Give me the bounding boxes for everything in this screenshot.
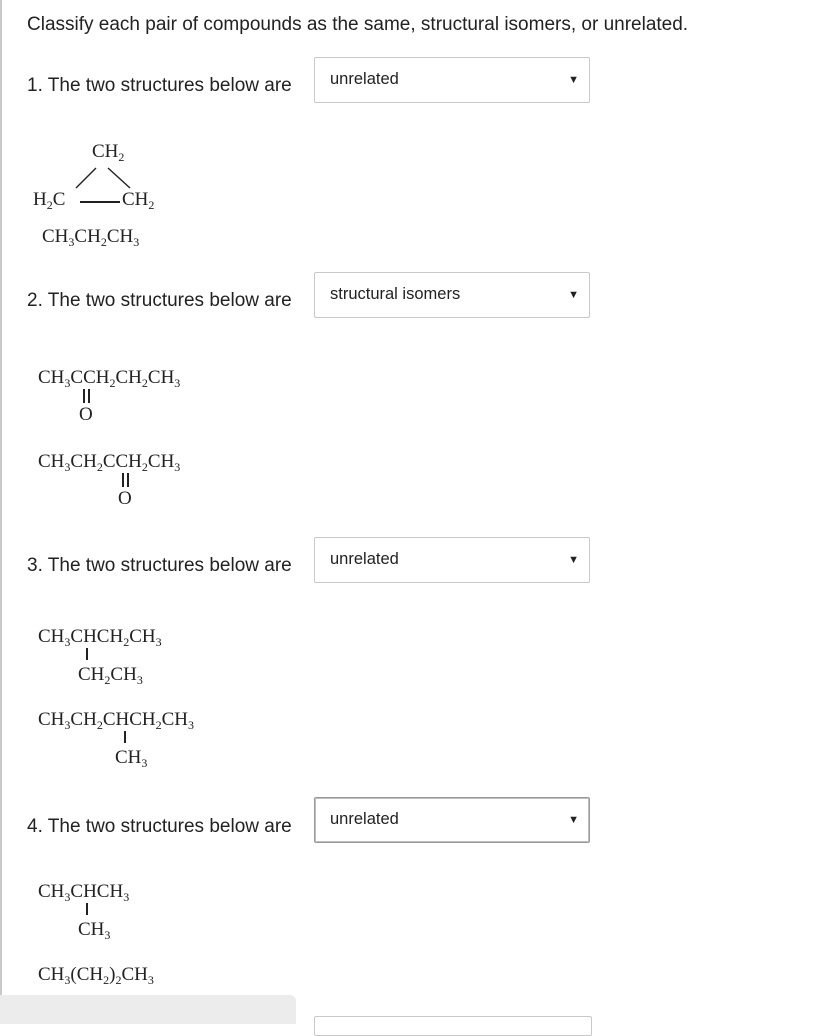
q1-ring-left-h2c: $H_2C$ <box>33 189 66 212</box>
q4-structure-1-branch: $CH_3$ <box>78 919 111 942</box>
q2-ketone-1-chain: $CH_3CCH_2CH_2CH_3$ <box>38 367 181 390</box>
q2-ketone-1-double-bond-b <box>88 389 90 403</box>
question-3-label: 3. The two structures below are <box>27 555 292 576</box>
q3-structure-1-branch: $CH_2CH_3$ <box>78 664 143 687</box>
q4-structure-1-chain: $CH_3CHCH_3$ <box>38 881 130 904</box>
q1-ring-bottom-bond <box>80 201 120 203</box>
question-2-selected-value: structural isomers <box>330 285 461 303</box>
next-question-dropdown[interactable] <box>314 1016 592 1036</box>
left-border <box>0 0 2 995</box>
q1-ring-top-ch2: $CH_2$ <box>92 141 125 164</box>
q2-ketone-2-oxygen: O <box>118 488 132 509</box>
dropdown-triangle-icon: ▼ <box>568 74 579 86</box>
dropdown-triangle-icon: ▼ <box>568 554 579 566</box>
q3-structure-2-branch: $CH_3$ <box>115 747 148 770</box>
question-1-selected-value: unrelated <box>330 70 399 88</box>
q2-ketone-2-chain: $CH_3CH_2CCH_2CH_3$ <box>38 451 181 474</box>
q1-propane: $CH_3CH_2CH_3$ <box>42 226 140 249</box>
question-3-dropdown[interactable] <box>314 537 590 583</box>
question-2-label: 2. The two structures below are <box>27 290 292 311</box>
q3-structure-1-chain: $CH_3CHCH_2CH_3$ <box>38 626 162 649</box>
dropdown-triangle-icon: ▼ <box>568 814 579 826</box>
q3-structure-2-branch-bond <box>124 731 126 743</box>
q1-ring-right-ch2: $CH_2$ <box>122 189 155 212</box>
question-4-dropdown[interactable] <box>314 797 590 843</box>
question-4-selected-value: unrelated <box>330 810 399 828</box>
question-2-dropdown[interactable] <box>314 272 590 318</box>
q4-structure-1-branch-bond <box>86 903 88 915</box>
question-4-label: 4. The two structures below are <box>27 816 292 837</box>
footer-panel <box>0 995 296 1024</box>
instructions-text: Classify each pair of compounds as the same, structural isomers, or unrelated. <box>27 14 689 35</box>
dropdown-triangle-icon: ▼ <box>568 289 579 301</box>
question-1-label: 1. The two structures below are <box>27 75 292 96</box>
q2-ketone-1-double-bond-a <box>83 389 85 403</box>
q3-structure-1-branch-bond <box>86 648 88 660</box>
question-1-dropdown[interactable] <box>314 57 590 103</box>
q2-ketone-2-double-bond-a <box>122 473 124 487</box>
q1-ring-bonds <box>60 165 140 191</box>
q3-structure-2-chain: $CH_3CH_2CHCH_2CH_3$ <box>38 709 195 732</box>
q4-structure-2: $CH_3(CH_2)_2CH_3$ <box>38 964 154 987</box>
q2-ketone-1-oxygen: O <box>79 404 93 425</box>
q2-ketone-2-double-bond-b <box>127 473 129 487</box>
question-3-selected-value: unrelated <box>330 550 399 568</box>
